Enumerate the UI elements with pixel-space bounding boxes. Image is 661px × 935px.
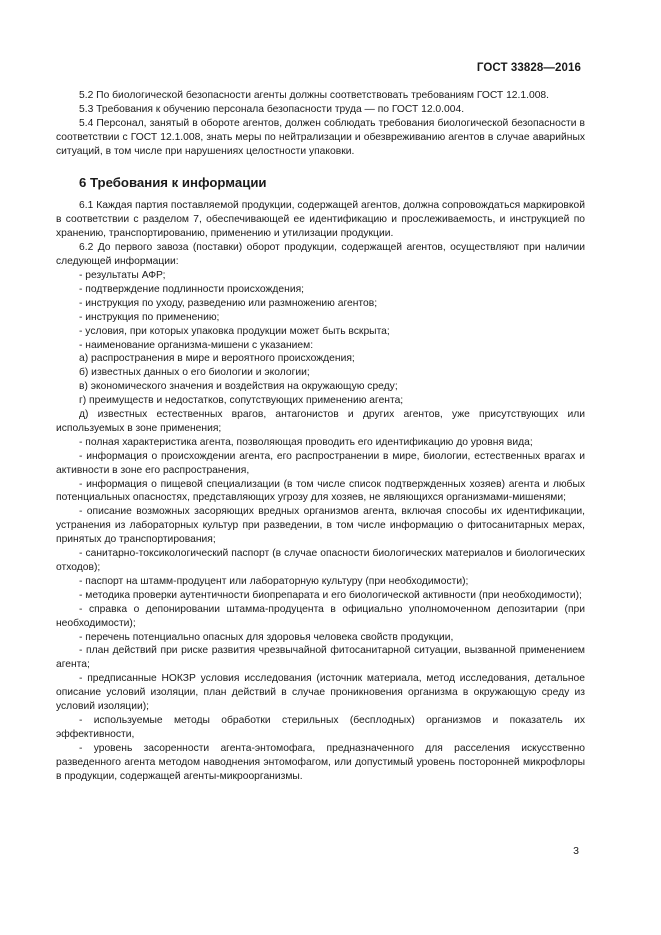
list-item: - методика проверки аутентичности биопрепарата и его биологической активности (при необходимости); bbox=[79, 589, 582, 601]
list-item: - описание возможных засоряющих вредных организмов агента, включая способы их идентификации, устранения из лабораторных культур при разведении, в том числе информацию о фитосанитарных мерах, принятых до транспортирования; bbox=[56, 506, 585, 546]
paragraph-6-1: 6.1 Каждая партия поставляемой продукции, содержащей агентов, должна сопровождаться маркировкой в соответствии с разделом 7, обеспечивающей ее идентификацию и прослеживаемость, и инструкцией по хранению, транспортированию, применению и утилизации продукции. bbox=[56, 200, 585, 240]
list-item: - информация о происхождении агента, его распространении в мире, биологии, естественных врагах и активности в зоне его распространения, bbox=[56, 450, 585, 476]
list-item: д) известных естественных врагов, антагонистов и других агентов, уже присутствующих или используемых в зоне применения; bbox=[56, 409, 585, 434]
paragraph-6-2: 6.2 До первого завоза (поставки) оборот продукции, содержащей агентов, осуществляют при наличии следующей информации: bbox=[56, 242, 585, 268]
list-item: в) экономического значения и воздействия на окружающую среду; bbox=[79, 381, 398, 393]
information-requirements-list bbox=[56, 269, 585, 784]
section-6-title: 6 Требования к информации bbox=[79, 174, 267, 190]
list-item: - уровень засоренности агента-энтомофага, предназначенного для расселения искусственно разведенного агента методом наводнения энтомофагом, или допустимый уровень посторонней микрофлоры в продукции, содержащей агенты-микроорганизмы. bbox=[56, 742, 585, 782]
list-item: - план действий при риске развития чрезвычайной фитосанитарной ситуации, вызванной применением агента; bbox=[56, 645, 585, 671]
list-item: б) известных данных о его биологии и экологии; bbox=[79, 367, 310, 379]
list-item: - справка о депонировании штамма-продуцента в официально уполномоченном депозитарии (при необходимости); bbox=[56, 603, 585, 629]
list-item: - инструкция по уходу, разведению или размножению агентов; bbox=[79, 297, 378, 309]
list-item: - результаты АФР; bbox=[79, 269, 166, 281]
list-item: г) преимуществ и недостатков, сопутствующих применению агента; bbox=[79, 395, 404, 407]
list-item: - условия, при которых упаковка продукции может быть вскрыта; bbox=[79, 325, 390, 337]
list-item: - инструкция по применению; bbox=[79, 311, 220, 323]
list-item: - используемые методы обработки стерильных (бесплодных) организмов и показатель их эффективности, bbox=[56, 714, 585, 740]
list-item: - санитарно-токсикологический паспорт (в случае опасности биологических материалов и биологических отходов); bbox=[56, 548, 585, 573]
document-body bbox=[56, 89, 585, 784]
list-item: - перечень потенциально опасных для здоровья человека свойств продукции, bbox=[79, 631, 454, 643]
list-item: - полная характеристика агента, позволяющая проводить его идентификацию до уровня вида; bbox=[79, 436, 533, 448]
paragraph-5-2: 5.2 По биологической безопасности агенты должны соответствовать требованиям ГОСТ 12.1.008. bbox=[79, 90, 550, 101]
page-number: 3 bbox=[573, 845, 579, 857]
list-item: а) распространения в мире и вероятного происхождения; bbox=[79, 353, 355, 365]
list-item: - информация о пищевой специализации (в том числе список подтвержденных хозяев) агента и любых потенциальных опасностях, представляющих угрозу для хозяев, не являющихся организмами-мишенями; bbox=[56, 478, 585, 504]
list-item: - предписанные НОКЗР условия исследования (источник материала, метод исследования, детальное описание условий изоляции, план действий в случае проникновения организма в окружающую среду из условий изоляции); bbox=[56, 673, 585, 713]
list-item: - наименование организма-мишени с указанием: bbox=[79, 339, 314, 351]
list-item: - подтверждение подлинности происхождения; bbox=[79, 283, 305, 295]
document-code-header: ГОСТ 33828—2016 bbox=[476, 62, 581, 74]
list-item: - паспорт на штамм-продуцент или лабораторную культуру (при необходимости); bbox=[79, 575, 469, 587]
paragraph-5-4: 5.4 Персонал, занятый в обороте агентов, должен соблюдать требования биологической безопасности в соответствии с ГОСТ 12.1.008, знать меры по нейтрализации и обезвреживанию агентов в случае аварийных ситуаций, в том числе при нарушениях целостности упаковки. bbox=[56, 117, 585, 157]
paragraph-5-3: 5.3 Требования к обучению персонала безопасности труда — по ГОСТ 12.0.004. bbox=[79, 103, 465, 115]
